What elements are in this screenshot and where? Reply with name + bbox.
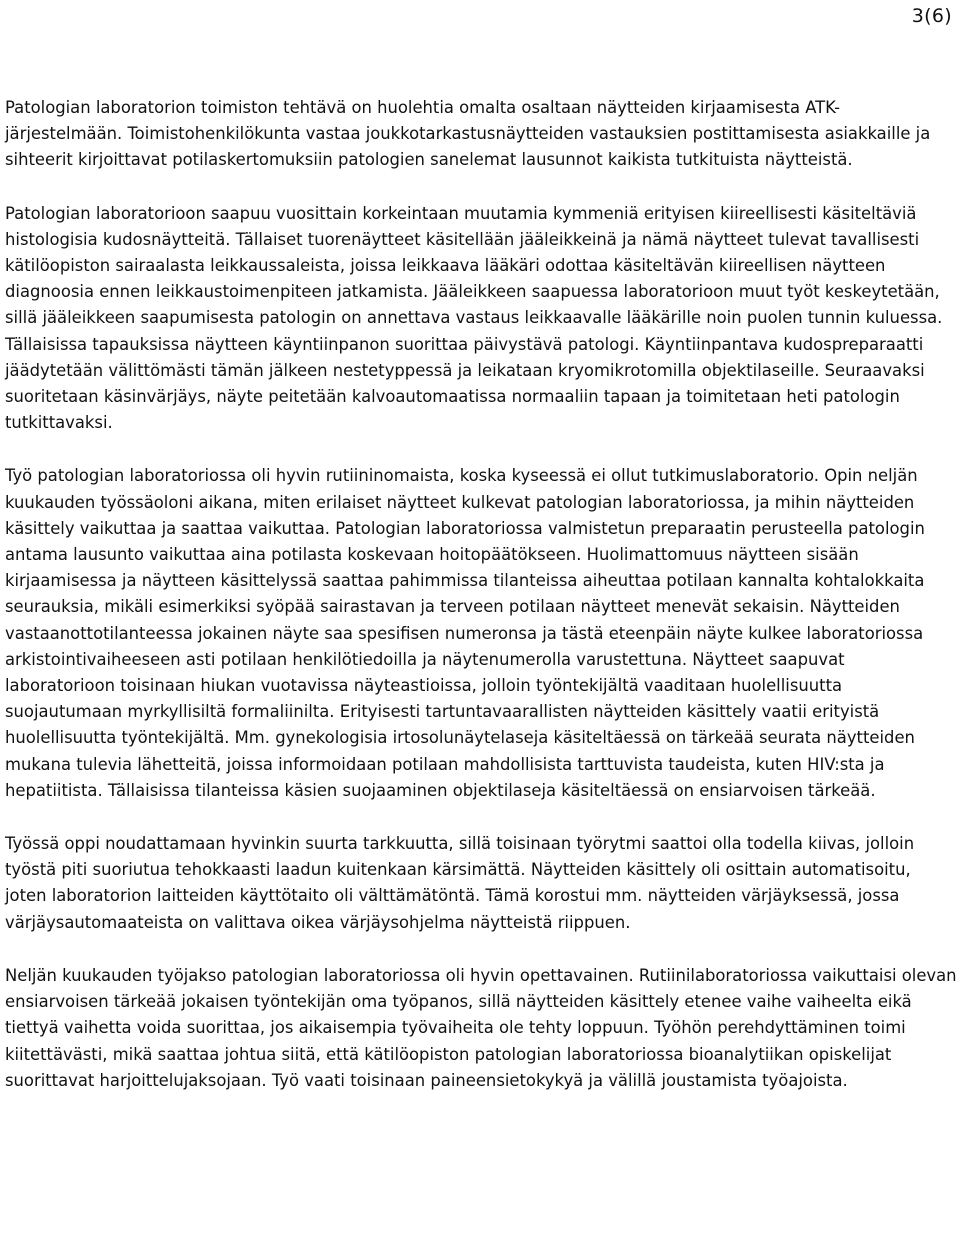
paragraph-frozen-sections: Patologian laboratorioon saapuu vuosittain korkeintaan muutamia kymmeniä erityisen kiireellisesti käsiteltäviä histologisia kudosnäytteitä. Tällaiset tuorenäytteet käsitellään jääleikkeinä ja nämä näytteet tulevat tavallisesti kätilöopiston sairaalasta leikkaussaleista, joissa leikkaava lääkäri odottaa käsiteltävän kiireellisen näytteen diagnoosia ennen leikkaustoimenpiteen jatkamista. Jääleikkeen saapuessa laboratorioon muut työt keskeytetään, sillä jääleikkeen saapumisesta patologin on annettava vastaus leikkaavalle lääkärille noin puolen tunnin kuluessa. Tällaisissa tapauksissa näytteen käyntiinpanon suorittaa päivystävä patologi. Käyntiinpantava kudospreparaatti jäädytetään välittömästi tämän jälkeen nestetyppessä ja leikataan kryomikrotomilla objektilaseille. Seuraavaksi suoritetaan käsinvärjäys, näyte peitetään kalvoautomaatissa normaaliin tapaan ja toimitetaan heti patologin tutkittavaksi. [5,203,943,433]
paragraph-routine-work: Työ patologian laboratoriossa oli hyvin rutiininomaista, koska kyseessä ei ollut tutkimuslaboratorio. Opin neljän kuukauden työssäoloni aikana, miten erilaiset näytteet kulkevat patologian laboratoriossa, ja mihin näytteiden käsittely vaikuttaa ja saattaa vaikuttaa. Patologian laboratoriossa valmistetun preparaatin perusteella patologin antama lausunto vaikuttaa aina potilasta koskevaan hoitopäätökseen. Huolimattomuus näytteen sisään kirjaamisessa ja näytteen käsittelyssä saattaa pahimmissa tilanteissa aiheuttaa potilaan kannalta kohtalokkaita seurauksia, mikäli esimerkiksi syöpää sairastavan ja terveen potilaan näytteet menevät sekaisin. Näytteiden vastaanottotilanteessa jokainen näyte saa spesifisen numeronsa ja tästä eteenpäin näyte kulkee laboratoriossa arkistointivaiheeseen asti potilaan henkilötiedoilla ja näytenumerolla varustettuna. Näytteet saapuvat laboratorioon toisinaan hiukan vuotavissa näyteastioissa, jolloin työntekijältä vaaditaan huolellisuutta suojautumaan myrkyllisiltä formaliinilta. Erityisesti tartuntavaarallisten näytteiden käsittely vaatii erityistä huolellisuutta työntekijältä. Mm. gynekologisia irtosolunäytelaseja käsiteltäessä on tärkeää seurata näytteiden mukana tulevia lähetteitä, joissa informoidaan potilaan mahdollisista tarttuvista taudeista, kuten HIV:sta ja hepatiitista. Tällaisissa tilanteissa käsien suojaaminen objektilaseja käsiteltäessä on ensiarvoisen tärkeää. [5,466,925,800]
paragraph-office-duties: Patologian laboratorion toimiston tehtävä on huolehtia omalta osaltaan näytteiden kirjaamisesta ATK-järjestelmään. Toimistohenkilökunta vastaa joukkotarkastusnäytteiden vastauksien postittamisesta asiakkaille ja sihteerit kirjoittavat potilaskertomuksiin patologien sanelemat lausunnot kaikista tutkituista näytteistä. [5,98,931,170]
paragraph-precision: Työssä oppi noudattamaan hyvinkin suurta tarkkuutta, sillä toisinaan työrytmi saattoi olla todella kiivas, jolloin työstä piti suoriutua tehokkaasti laadun kuitenkaan kärsimättä. Näytteiden käsittely oli osittain automatisoitu, joten laboratorion laitteiden käyttötaito oli välttämätöntä. Tämä korostui mm. näytteiden värjäyksessä, jossa värjäysautomaateista on valittava oikea värjäysohjelma näytteistä riippuen. [5,834,915,932]
page-number: 3(6) [911,5,952,27]
document-body [5,95,957,1121]
paragraph-summary: Neljän kuukauden työjakso patologian laboratoriossa oli hyvin opettavainen. Rutiinilaboratoriossa vaikuttaisi olevan ensiarvoisen tärkeää jokaisen työntekijän oma työpanos, sillä näytteiden käsittely etenee vaihe vaiheelta eikä tiettyä vaihetta voida suorittaa, jos aikaisempia työvaiheita ole tehty loppuun. Työhön perehdyttäminen toimi kiitettävästi, mikä saattaa johtua siitä, että kätilöopiston patologian laboratoriossa bioanalytiikan opiskelijat suorittavat harjoittelujaksojaan. Työ vaati toisinaan paineensietokykyä ja välillä joustamista työajoista. [5,965,957,1090]
